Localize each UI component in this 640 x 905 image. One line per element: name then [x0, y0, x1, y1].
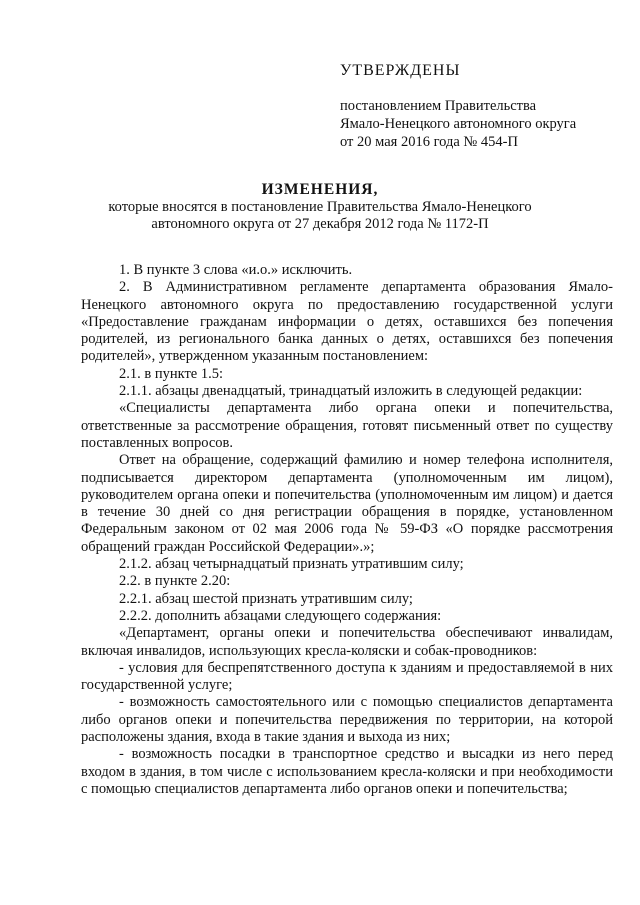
paragraph: 2.2.1. абзац шестой признать утратившим силу;: [119, 590, 413, 607]
approval-line-1: постановлением Правительства: [340, 98, 537, 114]
approval-line-3: от 20 мая 2016 года № 454-П: [340, 134, 518, 150]
paragraph: 1. В пункте 3 слова «и.о.» исключить.: [119, 262, 353, 278]
paragraph: «Специалисты департамента либо органа опеки и попечительства, ответственные за рассмотрение обращения, готовят письменный ответ по существу поставленных вопросов.: [81, 400, 613, 451]
approval-title: УТВЕРЖДЕНЫ: [340, 62, 461, 79]
paragraph: 2.1. в пункте 1.5:: [119, 365, 224, 382]
paragraph: 2.2.2. дополнить абзацами следующего содержания:: [119, 607, 442, 624]
paragraph: - условия для беспрепятственного доступа к зданиям и предоставляемой в них государственной услуге;: [81, 659, 613, 694]
paragraph: «Департамент, органы опеки и попечительства обеспечивают инвалидам, включая инвалидов, использующих кресла-коляски и собак-проводников:: [81, 625, 613, 659]
paragraph: - возможность посадки в транспортное средство и высадки из него перед входом в здания, в том числе с использованием кресла-коляски и при необходимости с помощью специалистов департамента либо органов опеки и попечительства;: [81, 746, 613, 797]
paragraph: 2.1.2. абзац четырнадцатый признать утратившим силу;: [119, 556, 464, 573]
document-subtitle: которые вносятся в постановление Правительства Ямало-Ненецкого автономного округа от 27 декабря 2012 года № 1172-П: [108, 199, 532, 232]
paragraph: Ответ на обращение, содержащий фамилию и номер телефона исполнителя, подписывается директором департамента (уполномоченным им лицом), руководителем органа опеки и попечительства (уполномоченным им лицом) и дается в течение 30 дней со дня регистрации обращения в порядке, установленном Федеральным законом от 02 мая 2006 года № 59-ФЗ «О порядке рассмотрения обращений граждан Российской Федерации».»;: [81, 452, 613, 555]
paragraph: 2. В Административном регламенте департамента образования Ямало-Ненецкого автономного округа по предоставлению государственной услуги «Предоставление гражданам информации о детях, оставшихся без попечения родителей, из регионального банка данных о детях, оставшихся без попечения родителей», утвержденном указанным постановлением:: [81, 279, 613, 365]
approval-line-2: Ямало-Ненецкого автономного округа: [340, 116, 577, 132]
paragraph: 2.2. в пункте 2.20:: [119, 573, 231, 590]
document-title: ИЗМЕНЕНИЯ,: [261, 181, 379, 198]
approval-stamp-block: [340, 62, 620, 151]
paragraph: 2.1.1. абзацы двенадцатый, тринадцатый изложить в следующей редакции:: [119, 383, 583, 400]
document-body: [81, 262, 613, 798]
paragraph: - возможность самостоятельного или с помощью специалистов департамента либо органов опеки и попечительства передвижения по территории, на которой расположены здания, входа в такие здания и выхода из них;: [81, 694, 613, 746]
